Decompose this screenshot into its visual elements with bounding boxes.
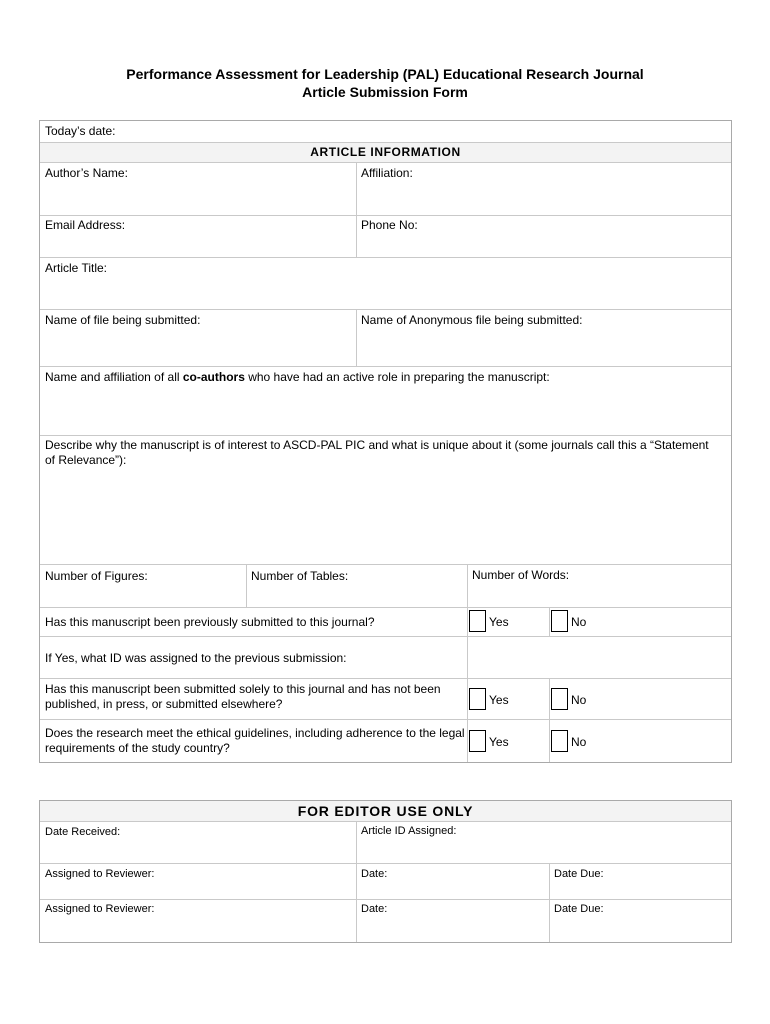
ethical-guidelines-yes-checkbox[interactable] bbox=[469, 730, 486, 752]
ethical-guidelines-question: Does the research meet the ethical guidelines, including adherence to the legal requirements of the study country? bbox=[45, 726, 465, 755]
submitted-solely-no-checkbox[interactable] bbox=[551, 688, 568, 710]
submitted-solely-question: Has this manuscript been submitted solely to this journal and has not been published, in press, or submitted elsewhere? bbox=[45, 682, 441, 711]
ethical-guidelines-yes-label: Yes bbox=[489, 735, 509, 749]
article-id-label: Article ID Assigned: bbox=[361, 825, 457, 837]
submitted-solely-no-label: No bbox=[571, 693, 587, 707]
number-of-words-label: Number of Words: bbox=[472, 568, 570, 582]
assigned-reviewer-label-2: Assigned to Reviewer: bbox=[45, 903, 155, 915]
article-title-label: Article Title: bbox=[45, 261, 108, 275]
reviewer-date-label-1: Date: bbox=[361, 868, 388, 880]
number-of-tables-label: Number of Tables: bbox=[251, 569, 349, 583]
anonymous-file-name-label: Name of Anonymous file being submitted: bbox=[361, 313, 583, 327]
previous-id-question: If Yes, what ID was assigned to the previous submission: bbox=[45, 651, 347, 665]
reviewer-date-label-2: Date: bbox=[361, 903, 388, 915]
assigned-reviewer-label-1: Assigned to Reviewer: bbox=[45, 868, 155, 880]
statement-of-relevance-label: Describe why the manuscript is of interest to ASCD-PAL PIC and what is unique about it (some journals call this a “Statement of Relevance”): bbox=[45, 438, 709, 467]
date-due-label-2: Date Due: bbox=[554, 903, 604, 915]
file-name-label: Name of file being submitted: bbox=[45, 313, 201, 327]
previously-submitted-question: Has this manuscript been previously submitted to this journal? bbox=[45, 615, 375, 629]
ethical-guidelines-no-label: No bbox=[571, 735, 587, 749]
todays-date-label: Today’s date: bbox=[45, 124, 116, 138]
submitted-solely-yes-label: Yes bbox=[489, 693, 509, 707]
form-title: Performance Assessment for Leadership (PAL) Educational Research Journal bbox=[126, 66, 644, 82]
coauthors-label: Name and affiliation of all co-authors who have had an active role in preparing the manuscript: bbox=[45, 370, 550, 384]
previously-submitted-yes-label: Yes bbox=[489, 615, 509, 629]
previously-submitted-no-label: No bbox=[571, 615, 587, 629]
phone-label: Phone No: bbox=[361, 218, 418, 232]
ethical-guidelines-no-checkbox[interactable] bbox=[551, 730, 568, 752]
authors-name-label: Author’s Name: bbox=[45, 166, 128, 180]
previously-submitted-no-checkbox[interactable] bbox=[551, 610, 568, 632]
affiliation-label: Affiliation: bbox=[361, 166, 413, 180]
coauthors-bold-text: co-authors bbox=[182, 370, 245, 384]
number-of-figures-label: Number of Figures: bbox=[45, 569, 148, 583]
submitted-solely-yes-checkbox[interactable] bbox=[469, 688, 486, 710]
article-information-heading: ARTICLE INFORMATION bbox=[310, 145, 461, 159]
previously-submitted-yes-checkbox[interactable] bbox=[469, 610, 486, 632]
date-due-label-1: Date Due: bbox=[554, 868, 604, 880]
editor-use-heading: FOR EDITOR USE ONLY bbox=[297, 803, 474, 819]
date-received-label: Date Received: bbox=[45, 826, 121, 838]
email-address-label: Email Address: bbox=[45, 218, 126, 232]
form-subtitle: Article Submission Form bbox=[302, 84, 468, 100]
